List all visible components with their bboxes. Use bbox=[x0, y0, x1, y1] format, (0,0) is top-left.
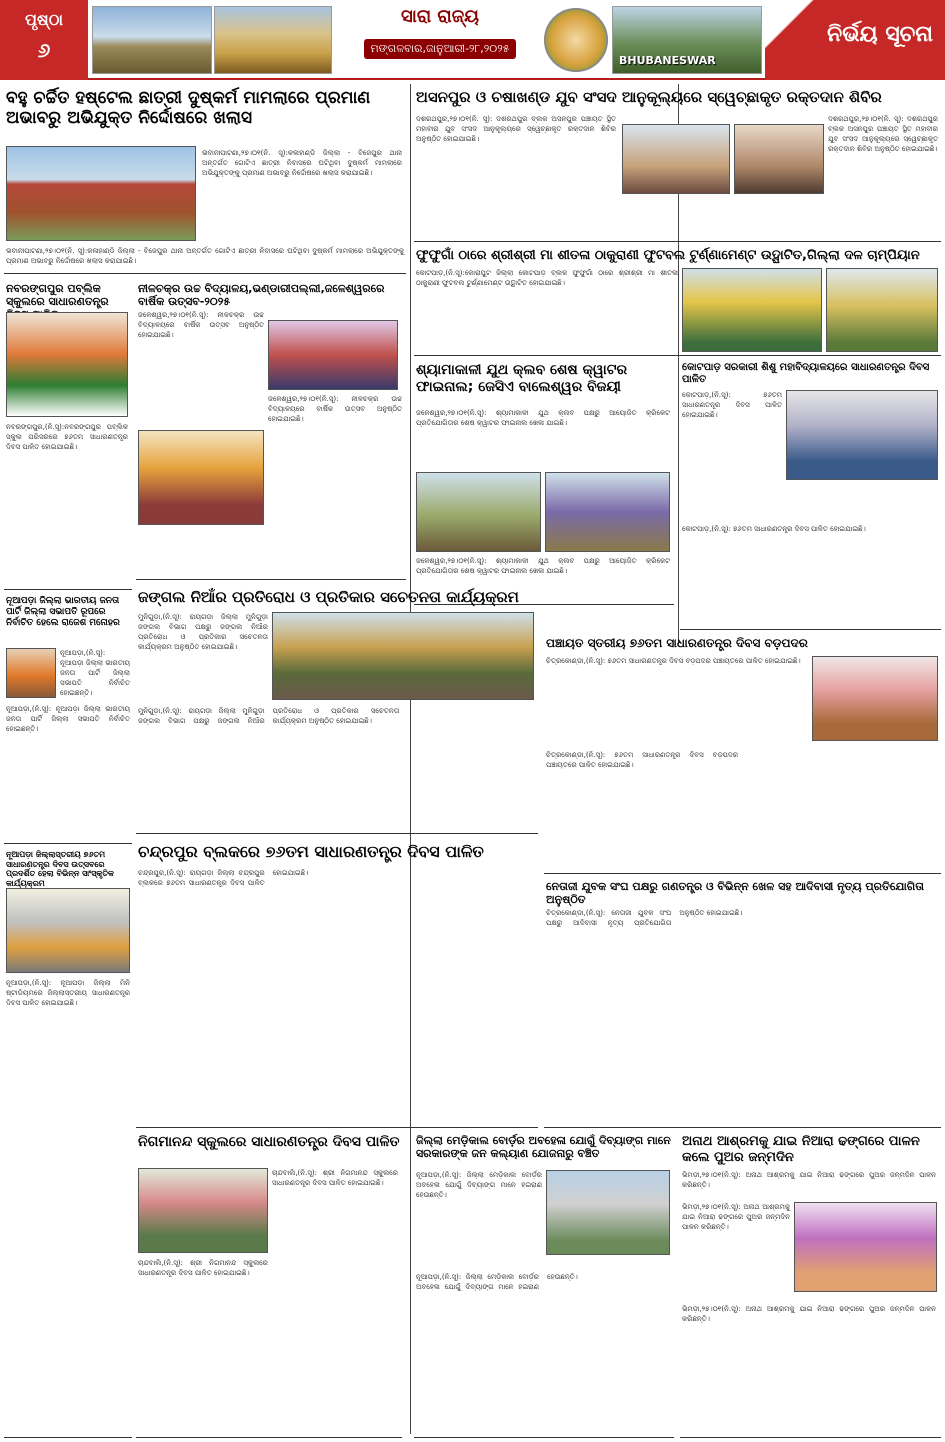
photo-football-team bbox=[682, 268, 822, 352]
page-number-box bbox=[0, 0, 88, 80]
headline: ପଞ୍ଚାୟତ ସ୍ତରୀୟ ୭୬ତମ ସାଧାରଣତନ୍ତ୍ର ଦିବସ ବଡ଼ପଦର bbox=[546, 636, 808, 650]
photo-hospital-building bbox=[546, 1170, 670, 1255]
photo-cricket-ground bbox=[416, 472, 541, 552]
page-label: ପୃଷ୍ଠା bbox=[24, 10, 64, 29]
photo-school-children bbox=[786, 390, 938, 480]
article-body-continued: ଚାନ୍ଦବାଲି,(ନି.ସୂ): ଶ୍ରୀ ନିଗମାନନ୍ଦ ସ୍କୁଲରେ ସାଧାରଣତନ୍ତ୍ର ଦିବସ ପାଳିତ ହୋଇଯାଇଛି। bbox=[138, 1259, 268, 1277]
article-body: କୋଟପାଡ଼,(ନି.ସୂ): ୭୬ତମ ସାଧାରଣତନ୍ତ୍ର ଦିବସ ପାଳିତ ହୋଇଯାଇଛି। bbox=[682, 391, 782, 419]
headline: ନୂଆପଡ଼ା ଜିଲ୍ଲା ଭାରତୀୟ ଜନତା ପାର୍ଟି ଜିଲ୍ଲା ସଭାପତି ରୂପରେ ନିର୍ବାଚିତ ହେଲେ ରାଜେଶ ମନୋହର bbox=[6, 596, 120, 628]
masthead-photo-city bbox=[612, 6, 762, 74]
headline: ବହୁ ଚର୍ଚ୍ଚିତ ହଷ୍ଟେଲ ଛାତ୍ରୀ ଦୁଷ୍କର୍ମ ମାମଲାରେ ପ୍ରମାଣ ଅଭାବରୁ ଅଭିଯୁକ୍ତ ନିର୍ଦ୍ଦୋଷରେ ଖଲାସ bbox=[6, 88, 371, 129]
article-body: ଚିତ୍ରକୋଣ୍ଡା,(ନି.ସୂ): ନେତାଜୀ ଯୁବକ ସଂଘ ପକ୍ଷରୁ ଆଦିବାସୀ ନୃତ୍ୟ ପ୍ରତିଯୋଗିତା ଅନୁଷ୍ଠିତ ହୋଇଯାଇଛି। bbox=[546, 909, 743, 927]
article-netaji-club bbox=[544, 878, 941, 1128]
article-body: ନୂଆପଡ଼ା,(ନି.ସୂ): ନୂଆପଡ଼ା ଜିଲ୍ଲା ଭାରତୀୟ ଜନତା ପାର୍ଟି ଜିଲ୍ଲା ସଭାପତି ନିର୍ବାଚିତ ହୋଇଛନ୍ତି। bbox=[60, 649, 130, 697]
article-body-continued: ଚିତ୍ରକୋଣ୍ଡା,(ନି.ସୂ): ୭୬ତମ ସାଧାରଣତନ୍ତ୍ର ଦିବସ ବଡ଼ପଦର ପଞ୍ଚାୟତରେ ପାଳିତ ହୋଇଯାଇଛି। bbox=[546, 751, 738, 769]
masthead bbox=[0, 0, 945, 80]
photo-blood-camp-2 bbox=[734, 124, 824, 194]
article-medical-board bbox=[414, 1132, 674, 1438]
article-body-continued: ନୂଆପଡ଼ା,(ନି.ସୂ): ଜିଲ୍ଲା ମେଡ଼ିକାଲ ବୋର୍ଡ଼ର ଅବହେଳା ଯୋଗୁଁ ଦିବ୍ୟାଙ୍ଗ ମାନେ ହଇରାଣ ହେଉଛନ୍ତି। bbox=[416, 1273, 578, 1291]
article-body: ଚନ୍ଦ୍ରପୁର,(ନି.ସୂ): ରାୟଗଡ଼ା ଜିଲ୍ଲା ଚନ୍ଦ୍ରପୁର ବ୍ଲକରେ ୭୬ତମ ସାଧାରଣତନ୍ତ୍ର ଦିବସ ପାଳିତ ହୋଇଯାଇଛି। bbox=[138, 869, 309, 887]
photo-tableau-vehicles bbox=[6, 888, 130, 973]
section-title-box bbox=[340, 6, 540, 59]
article-bjp-president bbox=[4, 594, 132, 844]
photo-stage-event bbox=[268, 320, 398, 390]
article-body: ନୂଆପଡ଼ା,(ନି.ସୂ): ନୂଆପଡ଼ା ଜିଲ୍ଲା ମିନି ଷ୍ଟାଡିୟମରେ ଜିଲ୍ଲାସ୍ତରୀୟ ସାଧାରଣତନ୍ତ୍ର ଦିବସ ପାଳିତ ହୋଇଯାଇଛି। bbox=[6, 979, 130, 1007]
headline: ନବରଙ୍ଗପୁର ପବ୍ଲିକ ସ୍କୁଲରେ ସାଧାରଣତନ୍ତ୍ର bbox=[6, 282, 109, 309]
article-nuapada-district bbox=[4, 848, 132, 1438]
article-body: ଜଳେଶ୍ୱର,୨୭।୦୧(ନି.ସୂ): ଶ୍ୟାମାକାଳୀ ଯୁଥ କ୍ଲବ ପକ୍ଷରୁ ଆୟୋଜିତ କ୍ରିକେଟ ପ୍ରତିଯୋଗିତାର ଶେଷ କ୍ୱାଟର ଫାଇନାଲ ଖେଳା ଯାଇଛି। bbox=[416, 409, 670, 427]
headline: ଜିଲ୍ଲା ମେଡ଼ିକାଲ ବୋର୍ଡ଼ର ଅବହେଳା ଯୋଗୁଁ ଦିବ୍ୟାଙ୍ଗ ମାନେ ସରକାରଙ୍କ ଜନ କଲ୍ୟାଣ ଯୋଜନାରୁ ବଞ୍ଚିତ bbox=[416, 1134, 671, 1161]
article-body: ଭିମଡ଼ୀ,୨୭।୦୧(ନି.ସୂ): ଅନାଥ ଆଶ୍ରମକୁ ଯାଇ ନିଆରା ଢଙ୍ଗରେ ପୁଅର ଜନ୍ମଦିନ ପାଳନ କରିଛନ୍ତି। bbox=[682, 1171, 936, 1189]
headline: ନୂଆପଡ଼ା ଜିଲ୍ଲାସ୍ତରୀୟ ୭୬ତମ ସାଧାରଣତନ୍ତ୍ର ଦିବସ ଉତ୍ସବରେ ପ୍ରଦର୍ଶିତ ହେଲା ବିଭିନ୍ନ ସାଂସ୍କୃତିକ କାର୍ଯ୍ୟକ୍ରମ bbox=[6, 850, 114, 888]
article-body-continued: ମୁନିଗୁଡ଼ା,(ନି.ସୂ): ରାୟଗଡ଼ା ଜିଲ୍ଲା ମୁନିଗୁଡ଼ା ଜଙ୍ଗଲ ବିଭାଗ ପକ୍ଷରୁ ଜଙ୍ଗଲ ନିଆଁର ପ୍ରତିରୋଧ ଓ ପ୍ରତିକାର ସଚେତନତା କାର୍ଯ୍ୟକ୍ରମ ଅନୁଷ୍ଠିତ ହୋଇଯାଇଛି। bbox=[138, 707, 400, 725]
photo-birthday-celebration bbox=[794, 1202, 937, 1292]
headline: ଅସନପୁର ଓ ଚଷାଖଣ୍ଡ ଯୁବ ସଂସଦ ଆନୁକୂଲ୍ୟରେ ସ୍ୱେଚ୍ଛାକୃତ ରକ୍ତଦାନ ଶିବିର bbox=[416, 88, 882, 106]
food-plate-icon bbox=[544, 8, 608, 72]
article-body: କୋଟପାଡ଼,(ନି.ସୂ):କୋରାପୁଟ ଜିଲ୍ଲା କୋଟପାଡ଼ ବ୍ଲକ ଫୁଫୁଗାଁ ଠାରେ ଶ୍ରୀଶ୍ରୀ ମା ଶୀତଳା ଠାକୁରାଣୀ ଫୁଟବଲ ଟୁର୍ଣ୍ଣାମେଣ୍ଟ ଉଦ୍ଘାଟିତ ହୋଇଯାଇଛି। bbox=[416, 269, 678, 287]
article-nigamananda-school bbox=[136, 1132, 402, 1438]
article-body: ମୁନିଗୁଡ଼ା,(ନି.ସୂ): ରାୟଗଡ଼ା ଜିଲ୍ଲା ମୁନିଗୁଡ଼ା ଜଙ୍ଗଲ ବିଭାଗ ପକ୍ଷରୁ ଜଙ୍ଗଲ ନିଆଁର ପ୍ରତିରୋଧ ଓ ପ୍ରତିକାର ସଚେତନତା କାର୍ଯ୍ୟକ୍ରମ ଅନୁଷ୍ଠିତ ହୋଇଯାଇଛି। bbox=[138, 613, 268, 651]
article-body: ନବରଙ୍ଗପୁର,(ନି.ସୂ):ନବରଙ୍ଗପୁର ପବ୍ଲିକ ସ୍କୁଲ ପରିସରରେ ୭୬ତମ ସାଧାରଣତନ୍ତ୍ର ଦିବସ ପାଳିତ ହୋଇଯାଇଛି। bbox=[6, 423, 128, 451]
article-panchayat-republic-day bbox=[544, 634, 941, 874]
page-number: ୬ bbox=[37, 38, 51, 62]
headline: ଚନ୍ଦ୍ରପୁର ବ୍ଲକରେ ୭୬ତମ ସାଧାରଣତନ୍ତ୍ର ଦିବସ ପାଳିତ bbox=[138, 842, 484, 861]
city-tag: BHUBANESWAR bbox=[619, 54, 716, 67]
photo-awareness-rally bbox=[272, 612, 534, 700]
headline: ଅନାଥ ଆଶ୍ରମକୁ ଯାଇ ନିଆରା ଢଙ୍ଗରେ ପାଳନ କଲେ ପୁଅର ଜନ୍ମଦିନ bbox=[682, 1134, 920, 1165]
paper-name-box bbox=[765, 0, 945, 80]
article-cricket-quarterfinal bbox=[414, 360, 674, 605]
article-body: ଦଶରଥପୁର,୨୭।୦୧(ନି. ସୂ): ଦଶରଥପୁର ବ୍ଲକ ଅସନପୁର ପଞ୍ଚାୟତ ସ୍ଥିତ ମହାବୀର ଯୁବ ସଂସଦ ଆନୁକୂଲ୍ୟରେ ସ୍ୱେଚ୍ଛାକୃତ ରକ୍ତଦାନ ଶିବିର ଅନୁଷ୍ଠିତ ହୋଇଯାଇଛି। bbox=[416, 115, 616, 143]
headline: ଶ୍ୟାମାକାଳୀ ଯୁଥ କ୍ଲବ ଶେଷ କ୍ୱାଟର ଫାଇନାଲ; ଜେସିଏ ବାଲେଶ୍ୱର ବିଜୟୀ bbox=[416, 362, 628, 395]
photo-guests-stage bbox=[138, 430, 264, 525]
article-nabarangpur-school bbox=[4, 280, 132, 590]
article-blood-donation bbox=[414, 84, 941, 242]
photo-trophy-award bbox=[826, 268, 938, 352]
article-body-continued: ଭିମଡ଼ୀ,୨୭।୦୧(ନି.ସୂ): ଅନାଥ ଆଶ୍ରମକୁ ଯାଇ ନିଆରା ଢଙ୍ଗରେ ପୁଅର ଜନ୍ମଦିନ ପାଳନ କରିଛନ୍ତି। bbox=[682, 1203, 790, 1231]
headline: ଫୁଫୁଗାଁ ଠାରେ ଶ୍ରୀଶ୍ରୀ ମା ଶୀତଳା ଠାକୁରାଣୀ ଫୁଟବଲ ଟୁର୍ଣ୍ଣାମେଣ୍ଟ ଉଦ୍ଘାଟିତ,ଗିଲ୍ଲା ଦଳ ଚାମ୍ପିୟାନ bbox=[416, 248, 920, 263]
article-orphanage-birthday bbox=[680, 1132, 941, 1438]
article-body: ଭବାନୀପାଟଣା,୨୭।୦୧(ନି. ସୂ):କଳାହାଣ୍ଡି ଜିଲ୍ଲା - ବିଜେପୁର ଥାନା ଅନ୍ତର୍ଗତ ଗୋଟିଏ ଛାତ୍ରୀ ନିବାସରେ ଘଟିଥିବା ଦୁଷ୍କର୍ମ ମାମଲାରେ ଅଭିଯୁକ୍ତଙ୍କୁ ପ୍ରମାଣ ଅଭାବରୁ ନିର୍ଦ୍ଦୋଷରେ ଖଲାସ କରାଯାଇଛି। bbox=[202, 149, 402, 177]
headline: ନେତାଜୀ ଯୁବକ ସଂଘ ପକ୍ଷରୁ ଗଣତନ୍ତ୍ର ଓ ବିଭିନ୍ନ ଖେଳ ସହ ଆଦିବାସୀ ନୃତ୍ୟ ପ୍ରତିଯୋଗିତା ଅନୁଷ୍ଠିତ bbox=[546, 880, 924, 907]
photo-school-flag-hoisting bbox=[138, 1168, 268, 1253]
article-forest-fire bbox=[136, 584, 538, 834]
article-body-continued: ଦଶରଥପୁର,୨୭।୦୧(ନି. ସୂ): ଦଶରଥପୁର ବ୍ଲକ ଅସନପୁର ପଞ୍ଚାୟତ ସ୍ଥିତ ମହାବୀର ଯୁବ ସଂସଦ ଆନୁକୂଲ୍ୟରେ ସ୍ୱେଚ୍ଛାକୃତ ରକ୍ତଦାନ ଶିବିର ଅନୁଷ୍ଠିତ ହୋଇଯାଇଛି। bbox=[828, 115, 938, 153]
paper-name: ନିର୍ଭୟ ସୂଚନା bbox=[827, 22, 933, 47]
article-body-continued: ଭବାନୀପାଟଣା,୨୭।୦୧(ନି. ସୂ):କଳାହାଣ୍ଡି ଜିଲ୍ଲା - ବିଜେପୁର ଥାନା ଅନ୍ତର୍ଗତ ଗୋଟିଏ ଛାତ୍ରୀ ନିବାସରେ ଘଟିଥିବା ଦୁଷ୍କର୍ମ ମାମଲାରେ ଅଭିଯୁକ୍ତଙ୍କୁ ପ୍ରମାଣ ଅଭାବରୁ ନିର୍ଦ୍ଦୋଷରେ ଖଲାସ କରାଯାଇଛି। bbox=[6, 247, 404, 265]
photo-cricket-team bbox=[545, 472, 670, 552]
article-body: ନୂଆପଡ଼ା,(ନି.ସୂ): ଜିଲ୍ଲା ମେଡ଼ିକାଲ ବୋର୍ଡ଼ର ଅବହେଳା ଯୋଗୁଁ ଦିବ୍ୟାଙ୍ଗ ମାନେ ହଇରାଣ ହେଉଛନ୍ତି। bbox=[416, 1171, 542, 1199]
article-body-continued: ଜଳେଶ୍ୱର,୨୭।୦୧(ନି.ସୂ): ଶ୍ୟାମାକାଳୀ ଯୁଥ କ୍ଲବ ପକ୍ଷରୁ ଆୟୋଜିତ କ୍ରିକେଟ ପ୍ରତିଯୋଗିତାର ଶେଷ କ୍ୱାଟର ଫାଇନାଲ ଖେଳା ଯାଇଛି। bbox=[416, 557, 670, 575]
article-body-continued: ନୂଆପଡ଼ା,(ନି.ସୂ): ନୂଆପଡ଼ା ଜିଲ୍ଲା ଭାରତୀୟ ଜନତା ପାର୍ଟି ଜିଲ୍ଲା ସଭାପତି ନିର୍ବାଚିତ ହୋଇଛନ୍ତି। bbox=[6, 705, 130, 733]
article-body-continued: ଭିମଡ଼ୀ,୨୭।୦୧(ନି.ସୂ): ଅନାଥ ଆଶ୍ରମକୁ ଯାଇ ନିଆରା ଢଙ୍ଗରେ ପୁଅର ଜନ୍ମଦିନ ପାଳନ କରିଛନ୍ତି। bbox=[682, 1305, 936, 1323]
photo-students-flag bbox=[6, 312, 128, 417]
article-football-tournament bbox=[414, 246, 941, 356]
masthead-photo-temple bbox=[214, 6, 332, 74]
article-body: ଚିତ୍ରକୋଣ୍ଡା,(ନି.ସୂ): ୭୬ତମ ସାଧାରଣତନ୍ତ୍ର ଦିବସ ବଡ଼ପଦର ପଞ୍ଚାୟତରେ ପାଳିତ ହୋଇଯାଇଛି। bbox=[546, 657, 801, 665]
article-body: ଚାନ୍ଦବାଲି,(ନି.ସୂ): ଶ୍ରୀ ନିଗମାନନ୍ଦ ସ୍କୁଲରେ ସାଧାରଣତନ୍ତ୍ର ଦିବସ ପାଳିତ ହୋଇଯାଇଛି। bbox=[272, 1169, 398, 1187]
photo-blood-camp-1 bbox=[622, 124, 730, 194]
headline: କୋଟପାଡ଼ ସରକାରୀ ଶିଶୁ ମହାବିଦ୍ୟାଳୟରେ ସାଧାରଣତନ୍ତ୍ର ଦିବସ ପାଳିତ bbox=[682, 362, 930, 385]
article-body-continued: ଜଳେଶ୍ୱର,୨୭।୦୧(ନି.ସୂ): ନୀଳଚକ୍ର ଉଚ୍ଚ ବିଦ୍ୟାଳୟରେ ବାର୍ଷିକ ଉତ୍ସବ ଅନୁଷ୍ଠିତ ହୋଇଯାଇଛି। bbox=[268, 395, 402, 423]
headline: ଜଙ୍ଗଲ ନିଆଁର ପ୍ରତିରୋଧ ଓ ପ୍ରତିକାର ସଚେତନତା କାର୍ଯ୍ୟକ୍ରମ bbox=[138, 588, 519, 606]
article-chandrapur-block bbox=[136, 838, 538, 1128]
photo-hostel-building bbox=[6, 146, 196, 241]
section-title: ସାରା ରାଜ୍ୟ bbox=[400, 6, 479, 27]
headline: ନିଗମାନନ୍ଦ ସ୍କୁଲରେ ସାଧାରଣତନ୍ତ୍ର ଦିବସ ପାଳିତ bbox=[138, 1134, 400, 1150]
article-annual-function bbox=[136, 280, 406, 580]
article-body: ଜଳେଶ୍ୱର,୨୭।୦୧(ନି.ସୂ): ନୀଳଚକ୍ର ଉଚ୍ଚ ବିଦ୍ୟାଳୟରେ ବାର୍ଷିକ ଉତ୍ସବ ଅନୁଷ୍ଠିତ ହୋଇଯାଇଛି। bbox=[138, 311, 264, 339]
masthead-photo-rural bbox=[92, 6, 212, 74]
photo-portrait bbox=[6, 648, 56, 698]
article-hostel-case bbox=[4, 84, 406, 274]
issue-date: ମଙ୍ଗଳବାର,ଜାନୁଆରୀ-୨୮,୨୦୨୫ bbox=[364, 39, 515, 59]
photo-panchayat-event bbox=[812, 656, 938, 741]
headline: ନୀଳଚକ୍ର ଉଚ୍ଚ ବିଦ୍ୟାଳୟ,ଭଣ୍ଡାରୀପଲ୍ଲୀ,ଜଳେଶ୍ୱରରେ ବାର୍ଷିକ ଉତ୍ସବ-୨୦୨୫ bbox=[138, 282, 385, 309]
article-body-continued: କୋଟପାଡ଼,(ନି.ସୂ): ୭୬ତମ ସାଧାରଣତନ୍ତ୍ର ଦିବସ ପାଳିତ ହୋଇଯାଇଛି। bbox=[682, 525, 866, 533]
article-kotpad-school bbox=[680, 360, 941, 630]
